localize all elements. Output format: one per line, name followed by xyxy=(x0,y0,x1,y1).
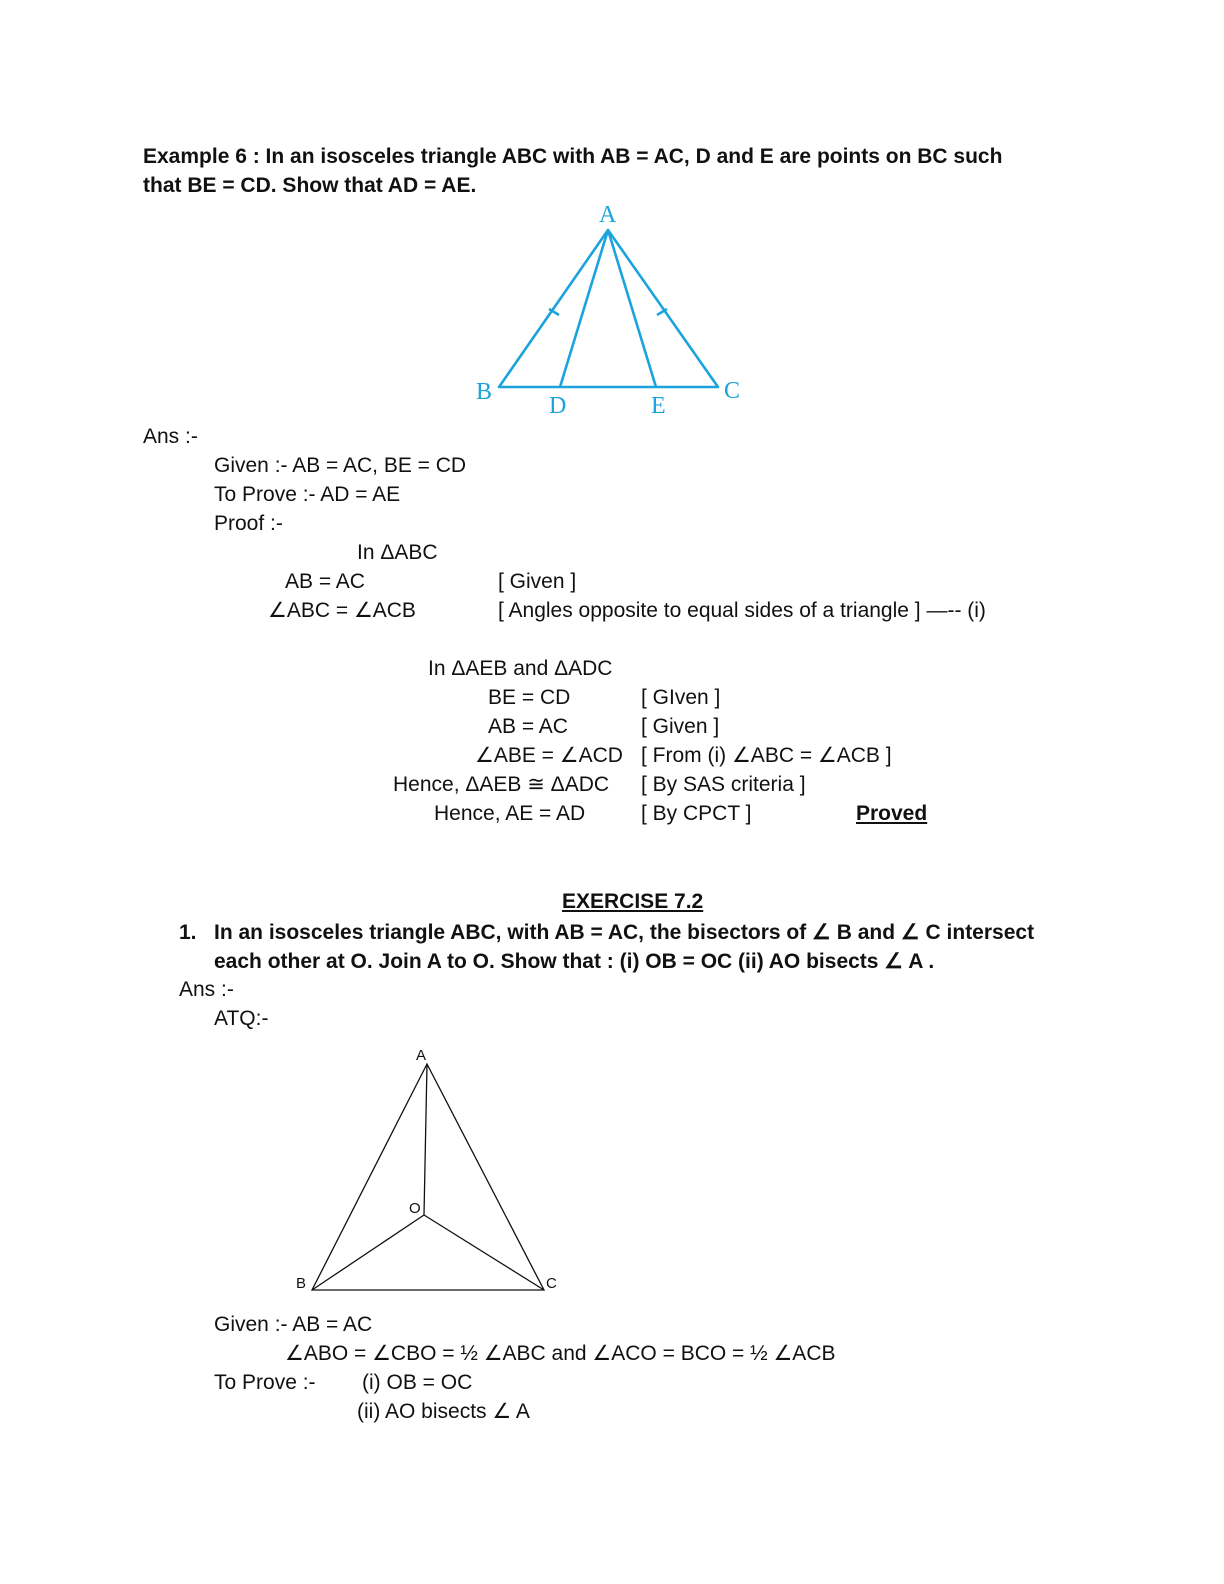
to-prove-item-2: (ii) AO bisects ∠ A xyxy=(357,1400,530,1423)
vertex-label-c: C xyxy=(724,378,741,404)
exercise-question-line2: each other at O. Join A to O. Show that : (i) OB = OC (ii) AO bisects ∠ A . xyxy=(214,950,935,973)
step2-heading: In ΔAEB and ΔADC xyxy=(428,657,613,680)
step2-reason: [ From (i) ∠ABC = ∠ACB ] xyxy=(641,744,892,767)
exercise-given: Given :- AB = AC xyxy=(214,1313,373,1336)
point-label-e: E xyxy=(651,393,666,419)
example-question-line2: that BE = CD. Show that AD = AE. xyxy=(143,174,477,197)
point-label-d: D xyxy=(549,393,567,419)
exercise-title: EXERCISE 7.2 xyxy=(562,890,704,913)
step2-reason: [ By CPCT ] xyxy=(641,802,752,825)
exercise-given-line2: ∠ABO = ∠CBO = ½ ∠ABC and ∠ACO = BCO = ½ ∠ACB xyxy=(285,1342,836,1365)
step2-statement: Hence, ΔAEB ≅ ΔADC xyxy=(393,773,610,796)
step1-reason: [ Given ] xyxy=(498,570,577,593)
example-question-line1: Example 6 : In an isosceles triangle ABC with AB = AC, D and E are points on BC such xyxy=(143,145,1003,168)
step1-statement: AB = AC xyxy=(285,570,365,593)
question-number: 1. xyxy=(179,921,197,944)
atq-label: ATQ:- xyxy=(214,1007,269,1030)
step2-statement: BE = CD xyxy=(488,686,571,709)
step2-reason: [ By SAS criteria ] xyxy=(641,773,806,796)
exercise-question-line1: In an isosceles triangle ABC, with AB = AC, the bisectors of ∠ B and ∠ C intersect xyxy=(214,921,1035,944)
step2-statement: ∠ABE = ∠ACD xyxy=(475,744,623,767)
to-prove-text: To Prove :- AD = AE xyxy=(214,483,401,506)
step2-reason: [ Given ] xyxy=(641,715,720,738)
exercise-ans-label: Ans :- xyxy=(179,978,234,1001)
vertex-label-b: B xyxy=(296,1275,307,1292)
step1-statement: ∠ABC = ∠ACB xyxy=(268,599,416,622)
proof-label: Proof :- xyxy=(214,512,283,535)
to-prove-item-1: (i) OB = OC xyxy=(362,1371,473,1394)
vertex-label-a: A xyxy=(416,1047,427,1064)
point-label-o: O xyxy=(409,1200,421,1217)
step2-reason: [ GIven ] xyxy=(641,686,721,709)
ans-label: Ans :- xyxy=(143,425,198,448)
step1-reason: [ Angles opposite to equal sides of a triangle ] —-- (i) xyxy=(498,599,986,622)
proved-label: Proved xyxy=(856,802,928,825)
vertex-label-b: B xyxy=(476,379,493,405)
step2-statement: Hence, AE = AD xyxy=(434,802,586,825)
vertex-label-c: C xyxy=(546,1275,557,1292)
given-text: Given :- AB = AC, BE = CD xyxy=(214,454,467,477)
step1-heading: In ΔABC xyxy=(357,541,438,564)
step2-statement: AB = AC xyxy=(488,715,568,738)
exercise-to-prove-label: To Prove :- xyxy=(214,1371,316,1394)
vertex-label-a: A xyxy=(599,202,617,228)
